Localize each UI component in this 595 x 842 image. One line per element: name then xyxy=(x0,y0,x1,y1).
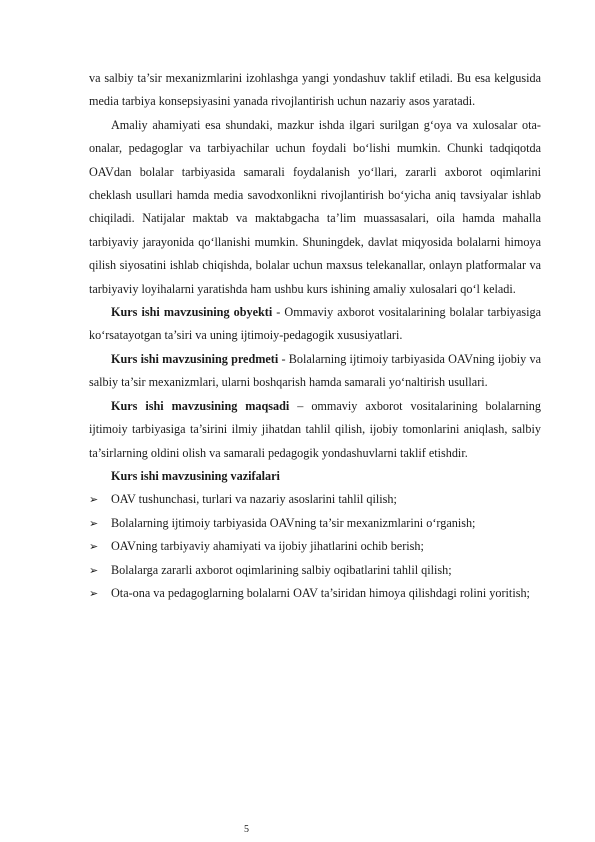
arrow-bullet-icon: ➢ xyxy=(89,493,99,507)
page-number: 5 xyxy=(244,824,249,835)
paragraph-research-subject xyxy=(89,348,541,395)
arrow-bullet-icon: ➢ xyxy=(89,563,99,577)
task-text: OAV tushunchasi, turlari va nazariy asoslarini tahlil qilish; xyxy=(111,492,397,507)
tasks-list xyxy=(89,488,541,605)
paragraph-research-object xyxy=(89,301,541,348)
research-goal-label: Kurs ishi mavzusining maqsadi xyxy=(111,398,290,413)
task-text: OAVning tarbiyaviy ahamiyati va ijobiy jihatlarini ochib berish; xyxy=(111,539,424,554)
paragraph-theoretical-significance: va salbiy ta’sir mexanizmlarini izohlashga yangi yondashuv taklif etiladi. Bu esa kelgusida media tarbiya konsepsiyasini yanada rivojlantirish uchun nazariy asos yaratadi. xyxy=(89,71,541,109)
paragraph-research-goal xyxy=(89,395,541,465)
task-item xyxy=(89,582,541,605)
arrow-bullet-icon: ➢ xyxy=(89,516,99,530)
arrow-bullet-icon: ➢ xyxy=(89,586,99,600)
research-subject-text: - Bolalarning ijtimoiy tarbiyasida OAVning ijobiy va salbiy ta’sir mexanizmlari, ularni boshqarish hamda samarali yo‘naltirish usullari. xyxy=(89,351,542,390)
task-item xyxy=(89,488,541,511)
arrow-bullet-icon: ➢ xyxy=(89,540,99,554)
research-object-text: - Ommaviy axborot vositalarining bolalar tarbiyasiga ko‘rsatayotgan ta’siri va uning ijtimoiy-pedagogik xususiyatlari. xyxy=(89,305,542,343)
page-content xyxy=(89,67,541,605)
task-text: Ota-ona va pedagoglarning bolalarni OAV ta’siridan himoya qilishdagi rolini yoritish; xyxy=(111,585,530,600)
task-item xyxy=(89,512,541,535)
tasks-heading: Kurs ishi mavzusining vazifalari xyxy=(111,468,280,483)
task-item xyxy=(89,559,541,582)
task-text: Bolalarga zararli axborot oqimlarining salbiy oqibatlarini tahlil qilish; xyxy=(111,562,452,577)
task-text: Bolalarning ijtimoiy tarbiyasida OAVning ta’sir mexanizmlarini o‘rganish; xyxy=(111,515,476,530)
research-object-label: Kurs ishi mavzusining obyekti xyxy=(111,305,273,320)
research-subject-label: Kurs ishi mavzusining predmeti xyxy=(111,351,279,366)
task-item xyxy=(89,535,541,558)
paragraph-practical-significance: Amaliy ahamiyati esa shundaki, mazkur ishda ilgari surilgan g‘oya va xulosalar ota-onalar, pedagoglar va tarbiyachilar uchun foydali bo‘lishi mumkin. Chunki tadqiqotda OAVdan bolalar tarbiyasida samarali foydalanish yo‘llari, zararli axborot oqimlarini cheklash usullari hamda media savodxonlikni rivojlantirish bo‘yicha aniq tavsiyalar ishlab chiqiladi. Natijalar maktab va maktabgacha ta’lim muassasalari, oila hamda mahalla tarbiyaviy jarayonida qo‘llanishi mumkin. Shuningdek, davlat miqyosida bolalarni himoya qilish siyosatini ishlab chiqishda, bolalar uchun maxsus telekanallar, onlayn platformalar va tarbiyaviy loyihalarni yaratishda ham ushbu kurs ishining amaliy xulosalari qo‘l keladi. xyxy=(89,117,541,296)
research-goal-text: – ommaviy axborot vositalarining bolalarning ijtimoiy tarbiyasiga ta’sirini ilmiy jihatdan tahlil qilish, ijobiy tomonlarini aniqlash, salbiy ta’sirlarning oldini olish va samarali pedagogik yondashuvlarni taklif etishdir. xyxy=(89,398,541,460)
